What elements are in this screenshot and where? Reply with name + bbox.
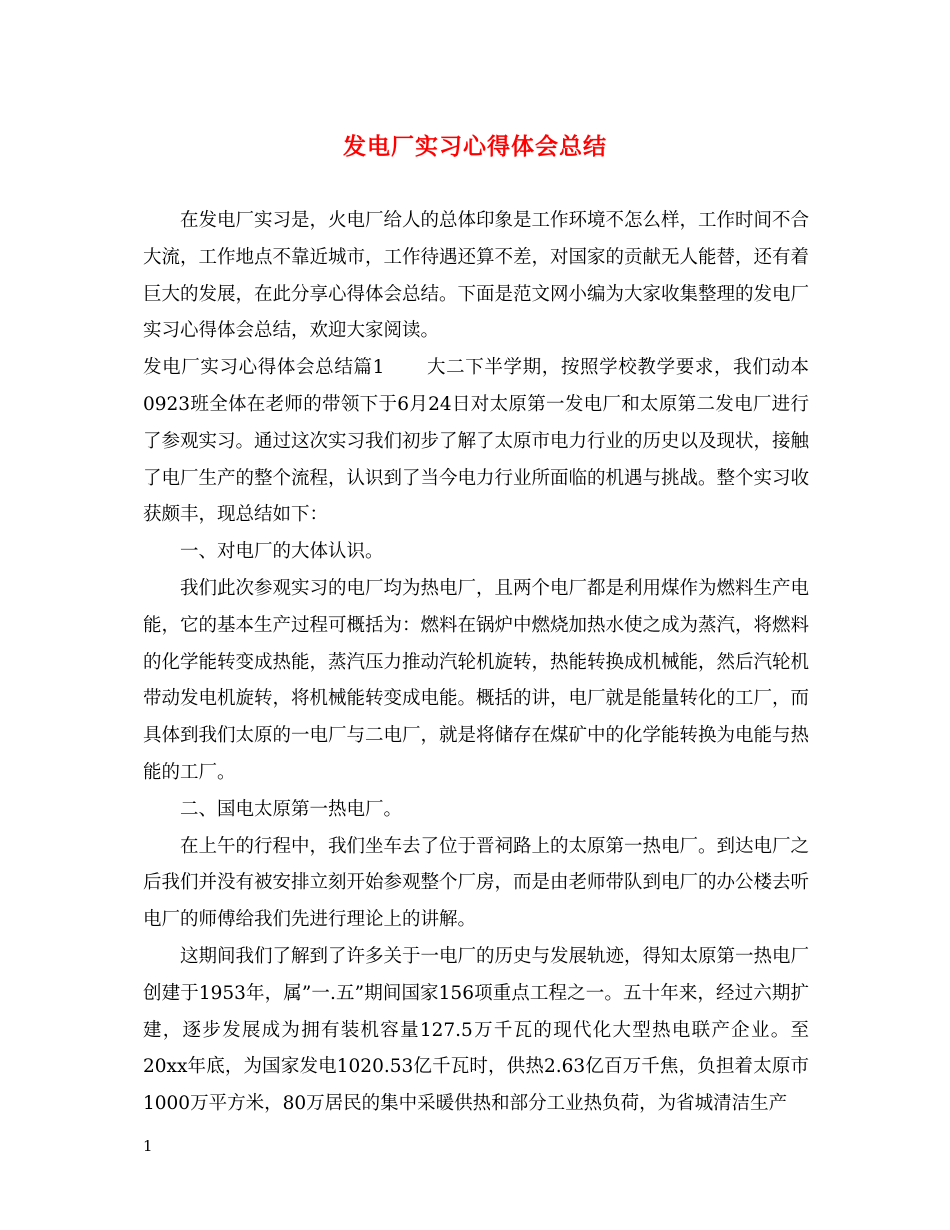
section-2-paragraph-1: 在上午的行程中，我们坐车去了位于晋祠路上的太原第一热电厂。到达电厂之后我们并没有被安排立刻开始参观整个厂房，而是由老师带队到电厂的办公楼去听电厂的师傅给我们先进行理论上的讲解。: [143, 835, 810, 931]
page-number: 1: [143, 1137, 153, 1155]
article-heading: 发电厂实习心得体会总结篇1: [143, 357, 385, 379]
section-1-paragraph: 我们此次参观实习的电厂均为热电厂，且两个电厂都是利用煤作为燃料生产电能，它的基本生产过程可概括为：燃料在锅炉中燃烧加热水使之成为蒸汽，将燃料的化学能转变成热能，蒸汽压力推动汽轮机旋转，热能转换成机械能，然后汽轮机带动发电机旋转，将机械能转变成电能。概括的讲，电厂就是能量转化的工厂，而具体到我们太原的一电厂与二电厂，就是将储存在煤矿中的化学能转换为电能与热能的工厂。: [143, 577, 810, 783]
document-body: [143, 203, 809, 1123]
section-2-paragraph-2: 这期间我们了解到了许多关于一电厂的历史与发展轨迹，得知太原第一热电厂创建于1953年，属”一.五”期间国家156项重点工程之一。五十年来，经过六期扩建，逐步发展成为拥有装机容量127.5万千瓦的现代化大型热电联产企业。至20xx年底，为国家发电1020.53亿千瓦时，供热2.63亿百万千焦，负担着太原市1000万平方米，80万居民的集中采暖供热和部分工业热负荷，为省城清洁生产: [143, 945, 810, 1115]
article-lead-text: 大二下半学期，按照学校教学要求，我们动本0923班全体在老师的带领下于6月24日对太原第一发电厂和太原第二发电厂进行了参观实习。通过这次实习我们初步了解了太原市电力行业的历史以及现状，接触了电厂生产的整个流程，认识到了当今电力行业所面临的机遇与挑战。整个实习收获颇丰，现总结如下：: [143, 357, 810, 526]
intro-paragraph: 在发电厂实习是，火电厂给人的总体印象是工作环境不怎么样，工作时间不合大流，工作地点不靠近城市，工作待遇还算不差，对国家的贡献无人能替，还有着巨大的发展，在此分享心得体会总结。下面是范文网小编为大家收集整理的发电厂实习心得体会总结，欢迎大家阅读。: [143, 210, 810, 342]
section-heading-1: 一、对电厂的大体认识。: [180, 541, 384, 563]
section-heading-2: 二、国电太原第一热电厂。: [180, 798, 403, 820]
document-title: 发电厂实习心得体会总结: [343, 133, 607, 160]
article-lead-paragraph: [143, 350, 809, 534]
